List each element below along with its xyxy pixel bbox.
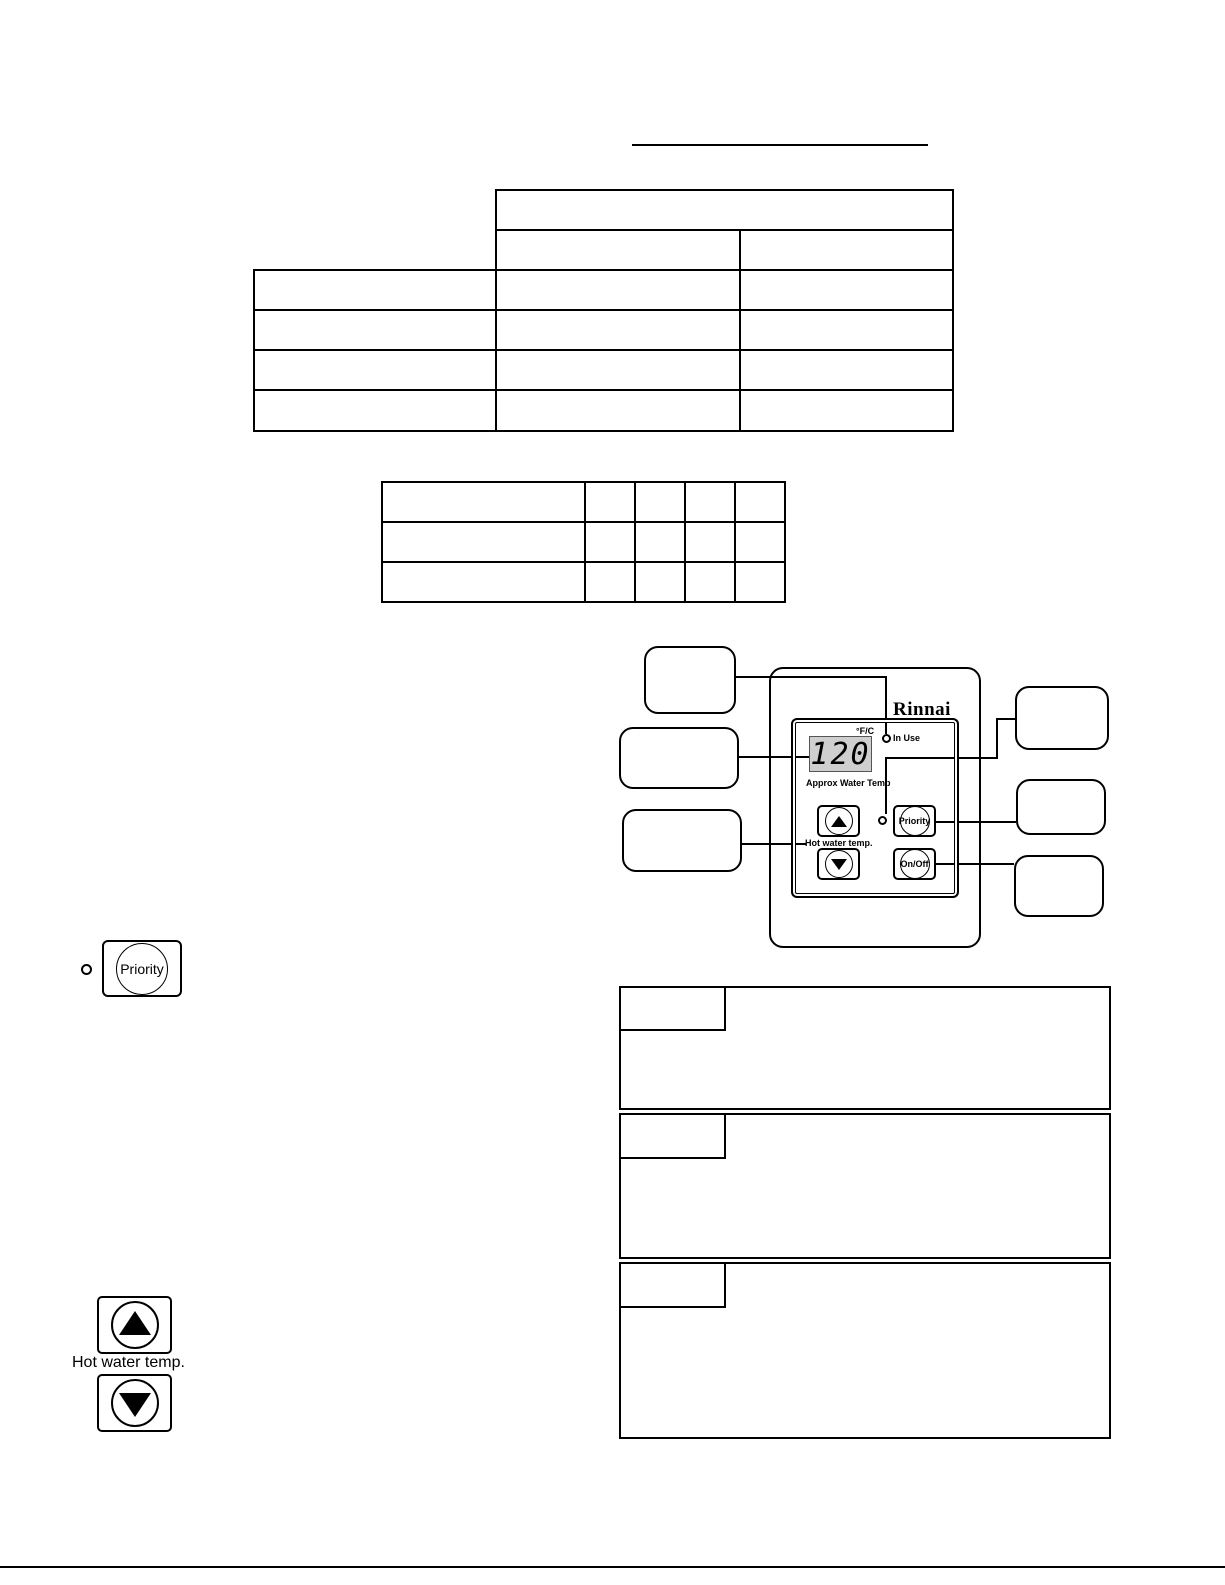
in-use-label: In Use [893,733,921,743]
title-underline [632,144,928,146]
brand-logo: Rinnai [893,699,951,720]
table1-row3-a [495,349,741,391]
priority-button[interactable] [893,805,936,837]
priority-button-large-label: Priority [120,960,164,977]
footer-rule [0,1566,1225,1568]
unit-label: °F/C [856,726,875,736]
table2-r2-c4 [684,521,736,563]
callout-priority-button [1016,779,1106,835]
table1-row2-label [253,309,497,351]
callout-in-use [644,646,736,714]
table2-r3-c2 [584,561,636,603]
priority-led [878,816,887,825]
table2-r3-c3 [634,561,686,603]
callout-temp-buttons [622,809,742,872]
table1-subheader-b [739,229,954,271]
temp-up-button[interactable] [817,805,860,837]
callout-priority-led [1015,686,1109,750]
priority-button-large[interactable] [102,940,182,997]
temp-display [809,736,872,772]
hot-water-label-large: Hot water temp. [72,1354,185,1371]
leader-priority-led-h1 [996,718,1016,720]
table2-r2-c5 [734,521,786,563]
arrow-down-icon [831,859,847,870]
arrow-up-large-icon [119,1311,151,1335]
note-box-2 [619,1113,1111,1259]
table2-r1-c5 [734,481,786,523]
table2-r1-c4 [684,481,736,523]
note-box-2-tab [621,1115,726,1159]
table1-subheader-a [495,229,741,271]
table2-r3-c4 [684,561,736,603]
priority-button-label: Priority [898,816,931,826]
note-box-1 [619,986,1111,1110]
temp-display-value: 120 [810,736,871,772]
table1-row4-b [739,389,954,432]
hot-water-label: Hot water temp. [805,838,873,848]
note-box-3-tab [621,1264,726,1308]
table1-row1-label [253,269,497,311]
callout-display [619,727,739,789]
temp-up-button-large[interactable] [97,1296,172,1354]
table1-row4-label [253,389,497,432]
callout-on-off [1014,855,1104,917]
table2-r1-c3 [634,481,686,523]
table2-r3-c1 [381,561,586,603]
note-box-3 [619,1262,1111,1439]
table1-row2-b [739,309,954,351]
table1-header-span [495,189,954,231]
table2-r1-c2 [584,481,636,523]
arrow-up-icon [831,816,847,827]
table1-row1-a [495,269,741,311]
table1-row3-b [739,349,954,391]
on-off-button[interactable] [893,848,936,880]
note-box-1-tab [621,988,726,1031]
table1-row3-label [253,349,497,391]
table1-row4-a [495,389,741,432]
leader-priority-led-v1 [996,718,998,759]
in-use-led [882,734,891,743]
arrow-down-large-icon [119,1393,151,1417]
display-caption: Approx Water Temp [806,778,891,788]
table2-r1-c1 [381,481,586,523]
table1-row1-b [739,269,954,311]
on-off-button-label: On/Off [900,859,929,869]
table1-row2-a [495,309,741,351]
table2-r2-c3 [634,521,686,563]
temp-down-button-large[interactable] [97,1374,172,1432]
priority-indicator-large [81,964,92,975]
temp-down-button[interactable] [817,848,860,880]
table2-r2-c1 [381,521,586,563]
table2-r3-c5 [734,561,786,603]
table2-r2-c2 [584,521,636,563]
